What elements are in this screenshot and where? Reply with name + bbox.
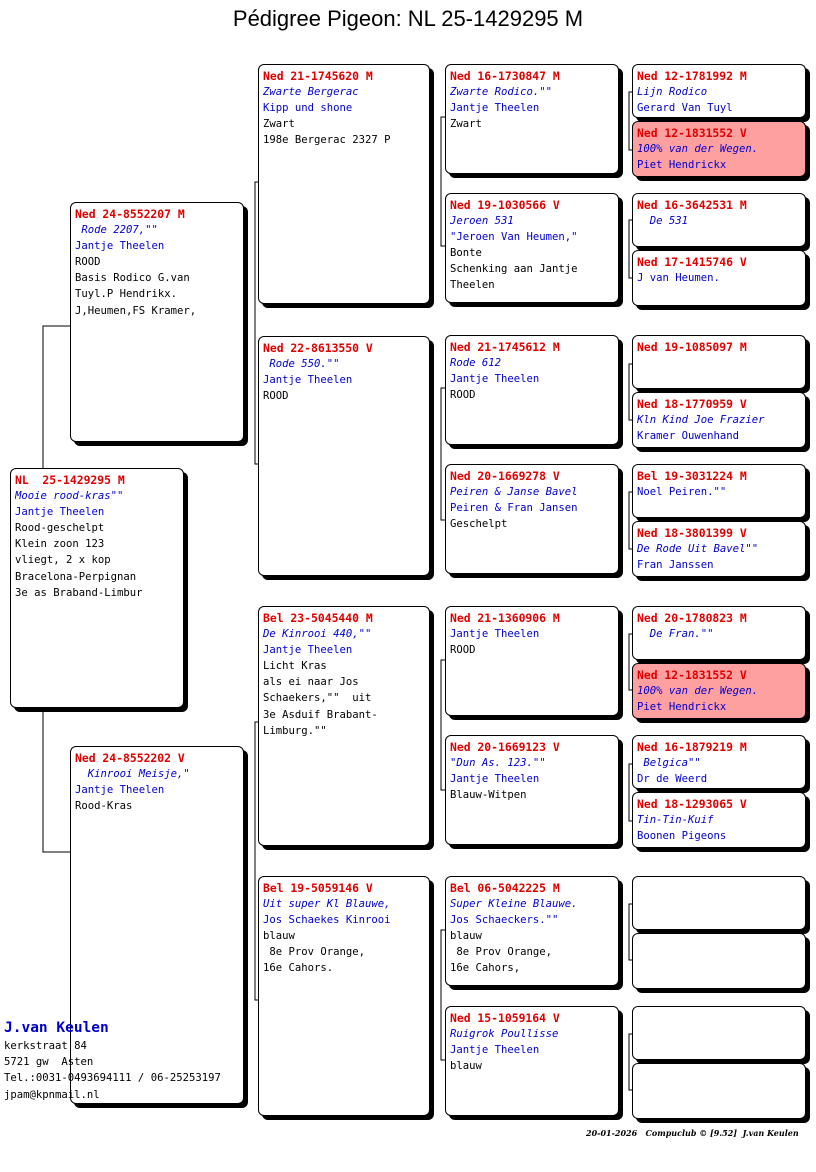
pigeon-info-line: Klein zoon 123 [15, 538, 105, 551]
ring-number: Ned 18-1293065 V [637, 797, 747, 811]
pigeon-card-g7[interactable] [632, 464, 806, 518]
pigeon-info-line: 8e Prov Orange, [450, 946, 553, 959]
pigeon-name: De Kinrooi 440,"" [263, 628, 372, 641]
pigeon-card-g13[interactable] [632, 876, 806, 930]
pigeon-name: Ruigrok Poullisse [450, 1028, 559, 1041]
owner-name: Gerard Van Tuyl [637, 102, 733, 115]
pigeon-card-g11[interactable] [632, 735, 806, 789]
owner-name: Kipp und shone [263, 102, 353, 115]
ring-number: Ned 18-1770959 V [637, 397, 747, 411]
pigeon-card-mmf[interactable] [445, 876, 619, 986]
pigeon-card-g8[interactable] [632, 521, 806, 577]
pigeon-info-line: Blauw-Witpen [450, 789, 527, 802]
pigeon-info-line: 3e as Braband-Limbur [15, 586, 143, 599]
pigeon-name: 100% van der Wegen. [637, 685, 759, 698]
pigeon-info-line: Zwart [263, 118, 295, 131]
pigeon-card-mm[interactable] [258, 876, 430, 1116]
pigeon-name: Tin-Tin-Kuif [637, 814, 714, 827]
pigeon-name: 100% van der Wegen. [637, 143, 759, 156]
pigeon-info-line: Zwart [450, 118, 482, 131]
pigeon-card-mff[interactable] [445, 606, 619, 716]
page-title: Pédigree Pigeon: NL 25-1429295 M [232, 6, 584, 31]
pigeon-card-fff[interactable] [445, 64, 619, 174]
pigeon-info-line: 8e Prov Orange, [263, 946, 366, 959]
owner-name: Dr de Weerd [637, 773, 708, 786]
owner-name: Jantje Theelen [450, 628, 540, 641]
owner-name: Fran Janssen [637, 559, 714, 572]
owner-name: Noel Peiren."" [637, 486, 727, 499]
pigeon-name: Kinrooi Meisje," [75, 768, 190, 781]
breeder-email: jpam@kpnmail.nl [4, 1088, 100, 1101]
pigeon-name: De 531 [637, 215, 689, 228]
owner-name: "Jeroen Van Heumen," [450, 231, 578, 244]
owner-name: Peiren & Fran Jansen [450, 502, 578, 515]
pigeon-info-line: Schaekers,"" uit [263, 692, 372, 705]
owner-name: Jantje Theelen [450, 373, 540, 386]
pigeon-info-line: blauw [450, 1060, 482, 1073]
owner-name: Jantje Theelen [15, 506, 105, 519]
pigeon-card-ffm[interactable] [445, 193, 619, 303]
ring-number: Ned 20-1669278 V [450, 469, 560, 483]
pigeon-card-g3[interactable] [632, 193, 806, 247]
pigeon-name: "Dun As. 123."" [450, 757, 546, 770]
ring-number: NL 25-1429295 M [15, 473, 125, 487]
ring-number: Ned 17-1415746 V [637, 255, 747, 269]
owner-name: Jantje Theelen [263, 374, 353, 387]
pigeon-card-g2[interactable] [632, 121, 806, 177]
pigeon-info-line: ROOD [263, 390, 289, 403]
pigeon-name: De Rode Uit Bavel"" [637, 543, 759, 556]
ring-number: Ned 12-1781992 M [637, 69, 747, 83]
ring-number: Ned 21-1745612 M [450, 340, 560, 354]
pigeon-card-fmf[interactable] [445, 335, 619, 445]
pigeon-name: Jeroen 531 [450, 215, 514, 228]
breeder-info [4, 1018, 254, 1103]
pigeon-info-line: blauw [450, 930, 482, 943]
ring-number: Ned 20-1669123 V [450, 740, 560, 754]
ring-number: Ned 22-8613550 V [263, 341, 373, 355]
pigeon-info-line: Basis Rodico G.van [75, 272, 190, 285]
pigeon-name: Belgica"" [637, 757, 701, 770]
pigeon-name: Super Kleine Blauwe. [450, 898, 578, 911]
ring-number: Ned 20-1780823 M [637, 611, 747, 625]
ring-number: Bel 06-5042225 M [450, 881, 560, 895]
pigeon-card-g5[interactable] [632, 335, 806, 389]
pigeon-name: Rode 612 [450, 357, 502, 370]
ring-number: Ned 24-8552202 V [75, 751, 185, 765]
owner-name: Jantje Theelen [75, 240, 165, 253]
owner-name: Piet Hendrickx [637, 159, 727, 172]
pigeon-info-line: Theelen [450, 279, 495, 292]
pigeon-card-g15[interactable] [632, 1006, 806, 1060]
owner-name: Kramer Ouwenhand [637, 430, 740, 443]
pigeon-info-line: vliegt, 2 x kop [15, 554, 111, 567]
pigeon-info-line: ROOD [450, 644, 476, 657]
pigeon-name: Kln Kind Joe Frazier [637, 414, 765, 427]
footer-credit: 20-01-2026 Compuclub © [9.52] J.van Keulen [586, 1128, 799, 1138]
pigeon-card-g14[interactable] [632, 933, 806, 989]
owner-name: Jantje Theelen [450, 102, 540, 115]
pigeon-card-g6[interactable] [632, 392, 806, 448]
breeder-city: 5721 gw Asten [4, 1056, 94, 1069]
owner-name: Boonen Pigeons [637, 830, 727, 843]
breeder-name: J.van Keulen [4, 1020, 109, 1036]
ring-number: Bel 23-5045440 M [263, 611, 373, 625]
owner-name: Jantje Theelen [450, 1044, 540, 1057]
owner-name: Jantje Theelen [450, 773, 540, 786]
ring-number: Ned 18-3801399 V [637, 526, 747, 540]
pigeon-card-mfm[interactable] [445, 735, 619, 845]
pigeon-name: De Fran."" [637, 628, 714, 641]
ring-number: Ned 12-1831552 V [637, 126, 747, 140]
pigeon-info-line: ROOD [450, 389, 476, 402]
pigeon-card-fmm[interactable] [445, 464, 619, 574]
owner-name: Jantje Theelen [263, 644, 353, 657]
pigeon-name: Rode 550."" [263, 358, 340, 371]
pigeon-card-g9[interactable] [632, 606, 806, 660]
pigeon-card-father[interactable] [70, 202, 244, 442]
pigeon-name: Mooie rood-kras"" [15, 490, 124, 503]
pigeon-card-g16[interactable] [632, 1063, 806, 1119]
ring-number: Ned 24-8552207 M [75, 207, 185, 221]
owner-name: Jantje Theelen [75, 784, 165, 797]
breeder-phone: Tel.:0031-0493694111 / 06-25253197 [4, 1072, 221, 1085]
ring-number: Ned 19-1030566 V [450, 198, 560, 212]
pigeon-info-line: blauw [263, 930, 295, 943]
ring-number: Ned 15-1059164 V [450, 1011, 560, 1025]
pigeon-info-line: Bonte [450, 247, 482, 260]
breeder-street: kerkstraat 84 [4, 1040, 87, 1052]
pigeon-info-line: 16e Cahors. [263, 962, 334, 975]
pigeon-card-g1[interactable] [632, 64, 806, 118]
pigeon-info-line: Limburg."" [263, 724, 327, 737]
pigeon-info-line: Rood-Kras [75, 800, 133, 813]
ring-number: Ned 16-3642531 M [637, 198, 747, 212]
pigeon-info-line: 16e Cahors, [450, 962, 521, 975]
ring-number: Ned 12-1831552 V [637, 668, 747, 682]
pigeon-info-line: Licht Kras [263, 660, 327, 673]
pigeon-name: Zwarte Rodico."" [450, 86, 553, 99]
ring-number: Bel 19-3031224 M [637, 469, 747, 483]
owner-name: Jos Schaeckers."" [450, 914, 559, 927]
pigeon-card-g10[interactable] [632, 663, 806, 719]
pigeon-info-line: 3e Asduif Brabant- [263, 708, 378, 721]
pigeon-info-line: ROOD [75, 256, 101, 269]
owner-name: J van Heumen. [637, 272, 720, 285]
pigeon-name: Peiren & Janse Bavel [450, 486, 578, 499]
ring-number: Ned 19-1085097 M [637, 340, 747, 354]
pigeon-card-subject[interactable] [10, 468, 184, 708]
pigeon-card-ff[interactable] [258, 64, 430, 304]
pigeon-info-line: 198e Bergerac 2327 P [263, 134, 391, 147]
pigeon-info-line: Tuyl.P Hendrikx. [75, 288, 178, 301]
pigeon-card-mmm[interactable] [445, 1006, 619, 1116]
pigeon-info-line: J,Heumen,FS Kramer, [75, 304, 197, 317]
ring-number: Ned 16-1730847 M [450, 69, 560, 83]
pigeon-info-line: Bracelona-Perpignan [15, 570, 137, 583]
pigeon-info-line: Schenking aan Jantje [450, 263, 578, 276]
pigeon-card-fm[interactable] [258, 336, 430, 576]
pigeon-info-line: Rood-geschelpt [15, 522, 105, 535]
ring-number: Bel 19-5059146 V [263, 881, 373, 895]
owner-name: Jos Schaekes Kinrooi [263, 914, 391, 927]
pigeon-info-line: als ei naar Jos [263, 676, 359, 689]
pigeon-name: Lijn Rodico [637, 86, 708, 99]
pigeon-card-g12[interactable] [632, 792, 806, 848]
pigeon-info-line: Geschelpt [450, 518, 508, 531]
ring-number: Ned 21-1360906 M [450, 611, 560, 625]
ring-number: Ned 16-1879219 M [637, 740, 747, 754]
pigeon-name: Rode 2207,"" [75, 224, 158, 237]
ring-number: Ned 21-1745620 M [263, 69, 373, 83]
owner-name: Piet Hendrickx [637, 701, 727, 714]
pigeon-name: Zwarte Bergerac [263, 86, 359, 99]
pigeon-card-mf[interactable] [258, 606, 430, 846]
pigeon-card-g4[interactable] [632, 250, 806, 306]
pigeon-name: Uit super Kl Blauwe, [263, 898, 391, 911]
